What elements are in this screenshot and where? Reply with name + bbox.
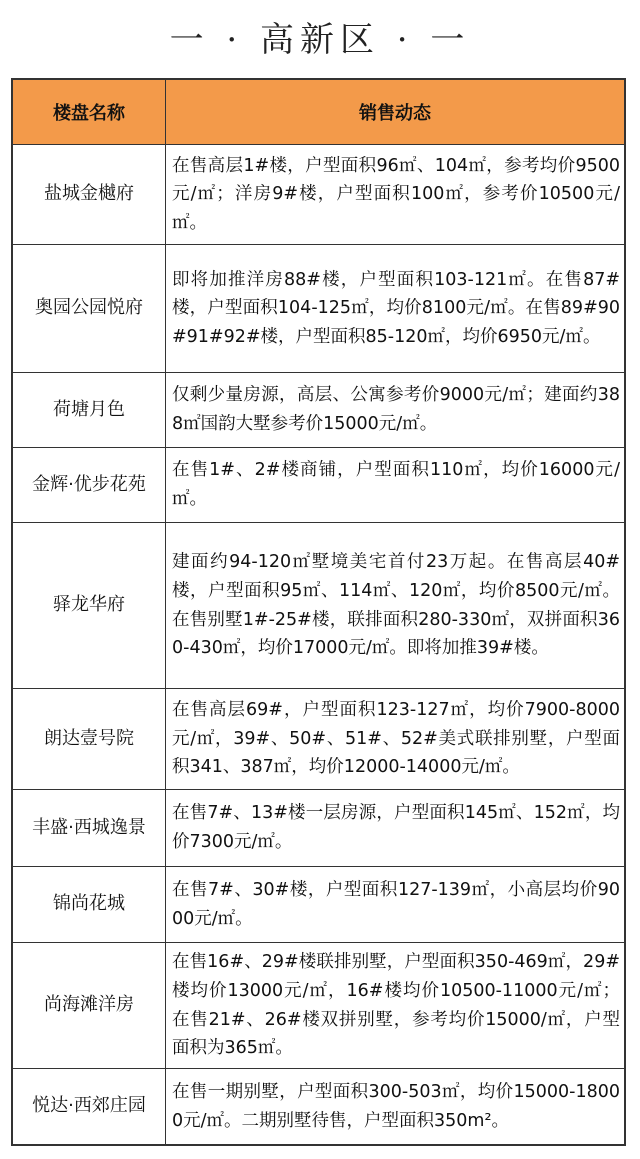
project-name: 朗达壹号院 — [13, 689, 166, 790]
project-name: 丰盛·西城逸景 — [13, 790, 166, 867]
sales-status: 即将加推洋房88#楼，户型面积103-121㎡。在售87#楼，户型面积104-125㎡，均价8100元/㎡。在售89#90#91#92#楼，户型面积85-120㎡，均价6950元/㎡。 — [166, 245, 625, 373]
sales-status: 仅剩少量房源，高层、公寓参考价9000元/㎡；建面约388㎡国韵大墅参考价15000元/㎡。 — [166, 373, 625, 448]
table-row — [13, 790, 625, 867]
table-row — [13, 867, 625, 943]
project-name: 盐城金樾府 — [13, 145, 166, 245]
sales-status: 在售16#、29#楼联排别墅，户型面积350-469㎡，29#楼均价13000元/㎡，16#楼均价10500-11000元/㎡；在售21#、26#楼双拼别墅，参考均价15000/㎡，户型面积为365㎡。 — [166, 943, 625, 1069]
table-row — [13, 373, 625, 448]
project-name: 荷塘月色 — [13, 373, 166, 448]
table-row — [13, 523, 625, 689]
sales-status: 建面约94-120㎡墅境美宅首付23万起。在售高层40#楼，户型面积95㎡、114㎡、120㎡，均价8500元/㎡。在售别墅1#-25#楼，联排面积280-330㎡，双拼面积360-430㎡，均价17000元/㎡。即将加推39#楼。 — [166, 523, 625, 689]
sales-status: 在售1#、2#楼商铺，户型面积110㎡，均价16000元/㎡。 — [166, 448, 625, 523]
project-name: 悦达·西郊庄园 — [13, 1069, 166, 1145]
table-row — [13, 689, 625, 790]
sales-status: 在售7#、13#楼一层房源，户型面积145㎡、152㎡，均价7300元/㎡。 — [166, 790, 625, 867]
table-row — [13, 145, 625, 245]
sales-status: 在售高层69#，户型面积123-127㎡，均价7900-8000元/㎡，39#、50#、51#、52#美式联排别墅，户型面积341、387㎡，均价12000-14000元/㎡。 — [166, 689, 625, 790]
project-name: 金辉·优步花苑 — [13, 448, 166, 523]
header-sales-status: 销售动态 — [166, 80, 625, 145]
sales-status: 在售一期别墅，户型面积300-503㎡，均价15000-18000元/㎡。二期别墅待售，户型面积350m²。 — [166, 1069, 625, 1145]
project-name: 驿龙华府 — [13, 523, 166, 689]
table-row — [13, 1069, 625, 1145]
sales-table — [11, 78, 626, 1146]
header-project-name: 楼盘名称 — [13, 80, 166, 145]
table-row — [13, 448, 625, 523]
sales-status: 在售7#、30#楼，户型面积127-139㎡，小高层均价9000元/㎡。 — [166, 867, 625, 943]
project-name: 锦尚花城 — [13, 867, 166, 943]
table-row — [13, 943, 625, 1069]
page-title: 一 · 高新区 · 一 — [169, 20, 471, 60]
table-row — [13, 245, 625, 373]
sales-status: 在售高层1#楼，户型面积96㎡、104㎡，参考均价9500元/㎡；洋房9#楼，户型面积100㎡，参考价10500元/㎡。 — [166, 145, 625, 245]
project-name: 奥园公园悦府 — [13, 245, 166, 373]
project-name: 尚海滩洋房 — [13, 943, 166, 1069]
table-header-row — [13, 80, 625, 145]
